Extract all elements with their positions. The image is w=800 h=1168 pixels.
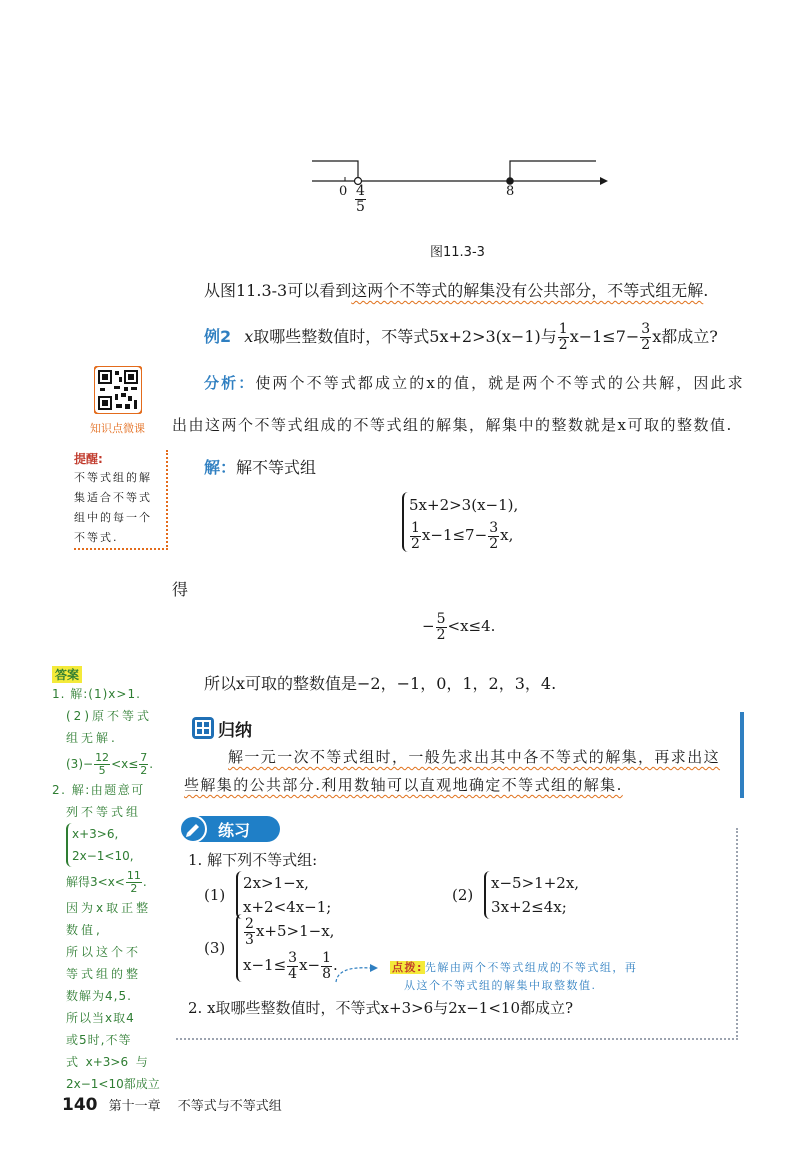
axis-arrow xyxy=(600,177,608,185)
inequality-system: 5x+2>3(x−1), $\frac{1}{2}$ x−1≤7− $\frac{3}{2}$ x, xyxy=(402,492,518,552)
tip-line: 不等式. xyxy=(74,531,119,544)
summary-line-2: 些解集的公共部分.利用数轴可以直观地确定不等式组的解集. xyxy=(184,776,623,794)
practice-header xyxy=(184,816,280,842)
pencil-icon xyxy=(178,814,208,844)
tick-label-eight: 8 xyxy=(506,184,515,199)
answers-title: 答案 xyxy=(52,666,82,683)
summary-icon xyxy=(192,717,214,739)
hint-label: 点拨: xyxy=(392,961,423,974)
final-answer: 所以x可取的整数值是−2，−1，0，1，2，3，4. xyxy=(204,674,557,693)
example-2: 例2 x取哪些整数值时，不等式5x+2>3(x−1)与 $\frac{1}{2}$ x−1≤7− $\frac{3}{2}$ x都成立? xyxy=(204,321,718,353)
practice-p3: (3) $\frac{2}{3}$ x+5>1−x, x−1≤ $\frac{3}{4}$ x− $\frac{1}{8}$ . xyxy=(204,915,338,982)
practice-p2: (2) x−5>1+2x, 3x+2≤4x; xyxy=(452,871,579,919)
tip-title: 提醒: xyxy=(74,452,103,466)
summary-box xyxy=(180,712,744,798)
qr-caption: 知识点微课 xyxy=(90,422,145,435)
analysis-line-2: 出由这两个不等式组成的不等式组的解集，解集中的整数就是x可取的整数值. xyxy=(172,416,733,434)
chapter-title: 不等式与不等式组 xyxy=(177,1099,282,1114)
solution-intro: 解：解不等式组 xyxy=(204,458,317,477)
solution-ray-right xyxy=(510,161,596,181)
practice-q2: 2. x取哪些整数值时，不等式x+3>6与2x−1<10都成立? xyxy=(188,999,574,1017)
tip-line: 组中的每一个 xyxy=(74,511,152,524)
summary-line-1: 解一元一次不等式组时，一般先求出其中各不等式的解集，再求出这 xyxy=(228,748,721,766)
tip-box xyxy=(74,450,168,550)
page-number: 140 xyxy=(62,1095,98,1115)
hint-text: 点拨: 先解由两个不等式组成的不等式组，再 从这个不等式组的解集中取整数值. xyxy=(392,961,638,992)
example-label: 例2 xyxy=(204,327,232,346)
tip-line: 集适合不等式 xyxy=(74,491,152,504)
conclusion-text: 从图11.3-3可以看到这两个不等式的解集没有公共部分，不等式组无解. xyxy=(204,281,709,300)
practice-q1: 1. 解下列不等式组: xyxy=(188,851,318,869)
hint-pointer-icon xyxy=(334,960,384,984)
figure-caption: 图11.3-3 xyxy=(430,245,485,260)
practice-p1: (1) 2x>1−x, x+2<4x−1; xyxy=(204,871,331,919)
analysis-line-1: 分析：使两个不等式都成立的x的值，就是两个不等式的公共解，因此求 xyxy=(204,374,745,392)
solution-label: 解： xyxy=(204,458,237,477)
qr-code-icon[interactable] xyxy=(94,366,142,414)
tick-label-zero: 0 xyxy=(339,184,348,199)
footer xyxy=(62,1095,282,1115)
summary-title: 归纳 xyxy=(218,721,252,741)
tick-label-fraction: $\frac{4}{5}$ xyxy=(356,183,365,215)
analysis-label: 分析： xyxy=(204,374,256,392)
practice-title: 练习 xyxy=(218,821,251,840)
answers-sidebar: 答案 1. 解:(1)x>1. (2)原不等式 组无解. (3)− $\frac{12}{5}$ <x≤ $\frac{7}{2}$ . 2. 解:由题意可 列不等式组 x+3>6, 2x−1<10, 解得3<x< $\frac{11}{2}$ . 因为x取正整 数值, 所以这个不 等式组的整 数解为4,5. 所以当x取4 或5时,不等 式 x+3>6 与 2x−1<10都成立 xyxy=(52,668,160,1091)
solution-ray-left xyxy=(312,161,358,181)
de-text: 得 xyxy=(172,580,189,599)
tip-line: 不等式组的解 xyxy=(74,471,152,484)
chapter-label: 第十一章 xyxy=(108,1099,161,1114)
solution-result: − $\frac{5}{2}$ <x≤4. xyxy=(422,611,496,643)
number-line-figure xyxy=(300,145,620,225)
